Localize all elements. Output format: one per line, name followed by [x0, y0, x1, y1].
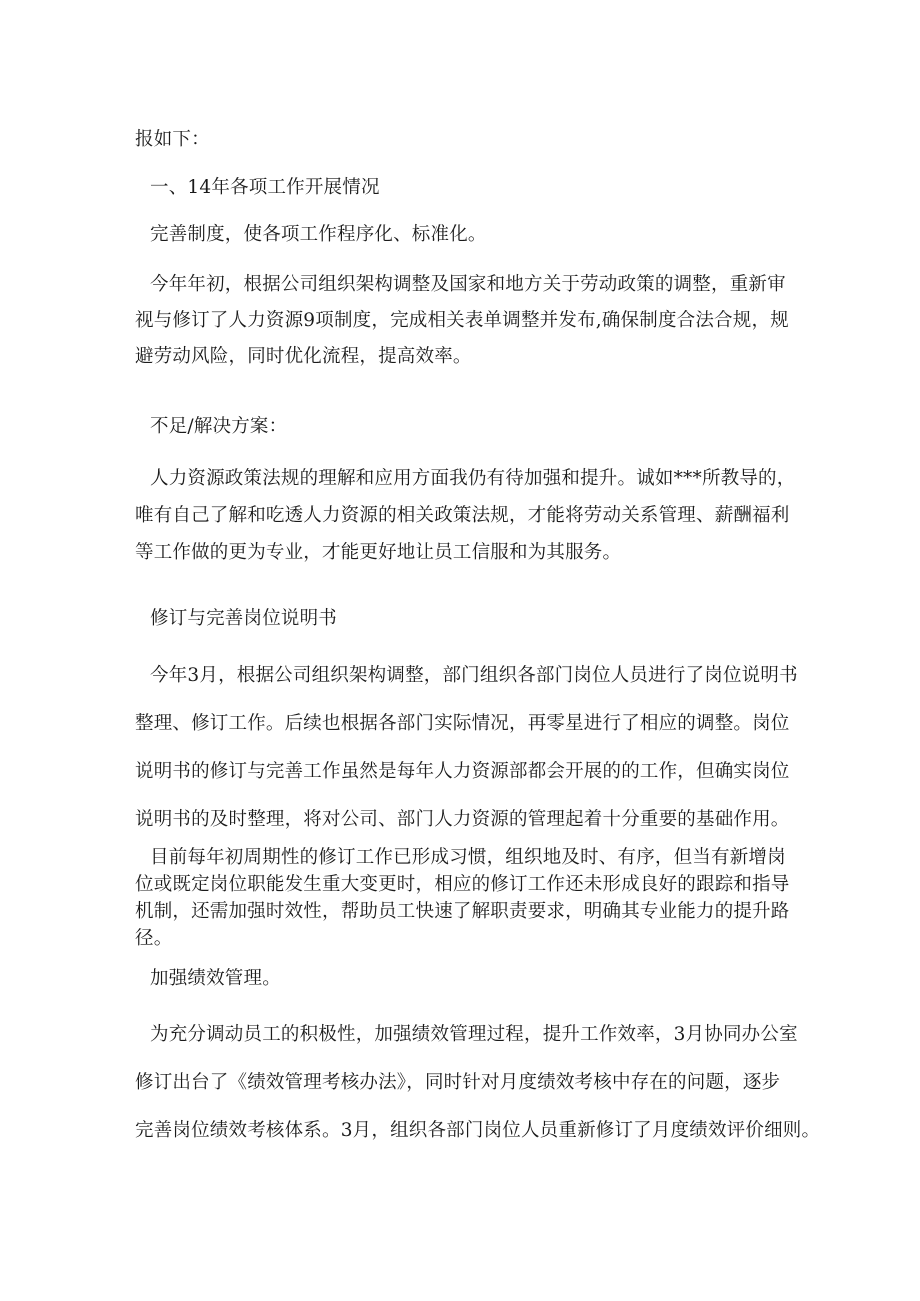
paragraph-system-revision [135, 267, 805, 375]
text-line: 机制，还需加强时效性，帮助员工快速了解职责要求，明确其专业能力的提升路 [135, 901, 790, 922]
paragraph-intro [135, 125, 790, 151]
text-line: 说明书的及时整理，将对公司、部门人力资源的管理起着十分重要的基础作用。 [135, 809, 790, 830]
text-line: 等工作做的更为专业，才能更好地让员工信服和为其服务。 [135, 542, 622, 563]
subheading-performance [135, 964, 805, 990]
text-line: 今年3月，根据公司组织架构调整，部门组织各部门岗位人员进行了岗位说明书 [150, 665, 798, 686]
text-line: 唯有自己了解和吃透人力资源的相关政策法规，才能将劳动关系管理、薪酬福利 [135, 505, 790, 526]
text-line: 完善制度，使各项工作程序化、标准化。 [150, 224, 487, 245]
text-line: 今年年初，根据公司组织架构调整及国家和地方关于劳动政策的调整，重新审 [150, 274, 786, 295]
paragraph-job-description [135, 652, 805, 844]
paragraph-policy-understanding [135, 460, 805, 571]
text-line: 整理、修订工作。后续也根据各部门实际情况，再零星进行了相应的调整。岗位 [135, 713, 790, 734]
text-line: 修订出台了《绩效管理考核办法》，同时针对月度绩效考核中存在的问题，逐步 [135, 1072, 781, 1093]
text-line: 一、14年各项工作开展情况 [150, 177, 380, 198]
text-line: 为充分调动员工的积极性，加强绩效管理过程，提升工作效率，3月协同办公室 [150, 1024, 798, 1045]
text-line: 目前每年初周期性的修订工作已形成习惯，组织地及时、有序，但当有新增岗 [150, 847, 786, 868]
section-heading-1 [135, 173, 805, 199]
text-line: 位或既定岗位职能发生重大变更时，相应的修订工作还未形成良好的跟踪和指导 [135, 874, 790, 895]
text-line: 避劳动风险，同时优化流程，提高效率。 [135, 346, 472, 367]
text-line: 不足/解决方案： [150, 416, 288, 437]
paragraph-periodic-revision [135, 844, 805, 952]
text-line: 说明书的修订与完善工作虽然是每年人力资源部都会开展的的工作，但确实岗位 [135, 761, 790, 782]
text-line: 人力资源政策法规的理解和应用方面我仍有待加强和提升。诚如***所教导的， [150, 468, 796, 489]
text-line: 径。 [135, 928, 173, 949]
subheading-job-description [135, 604, 805, 630]
subheading-shortcomings [135, 412, 805, 438]
text-line: 修订与完善岗位说明书 [150, 608, 338, 629]
text-line: 报如下： [135, 129, 210, 150]
subheading-improve-system [135, 220, 805, 246]
text-line: 完善岗位绩效考核体系。3月，组织各部门岗位人员重新修订了月度绩效评价细则。 [135, 1120, 821, 1141]
text-line: 加强绩效管理。 [150, 968, 281, 989]
paragraph-performance-management [135, 1011, 821, 1155]
text-line: 视与修订了人力资源9项制度，完成相关表单调整并发布,确保制度合法合规，规 [135, 310, 789, 331]
